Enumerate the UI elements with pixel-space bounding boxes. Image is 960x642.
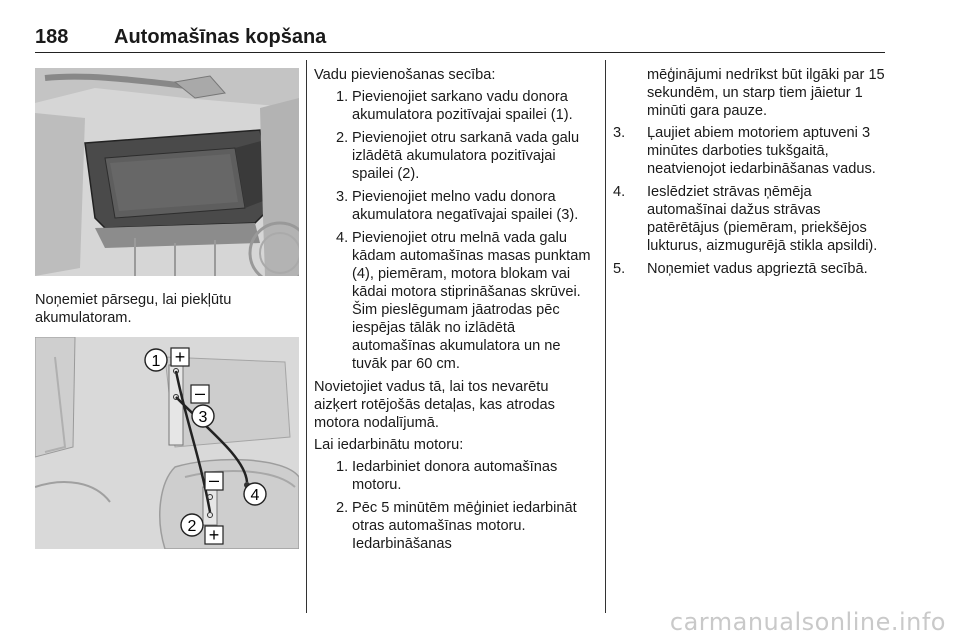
watermark: carmanualsonline.info (669, 608, 946, 636)
step-text: Pievienojiet sarkano vadu donora akumulatora pozitīvajai spailei (1). (352, 89, 573, 123)
step-continuation: mēģinājumi nedrīkst būt ilgāki par 15 sekundēm, un starp tiem jāietur 1 minūti gara pauze. (647, 67, 885, 119)
list-item (314, 499, 594, 553)
list-item (314, 88, 594, 124)
connection-order-intro: Vadu pievienošanas secība: (314, 67, 496, 83)
callout-2: 2 (187, 518, 197, 535)
list-item (613, 124, 893, 178)
plus-sign-2: + (208, 525, 220, 545)
page-title: Automašīnas kopšana (114, 26, 327, 48)
step-text: Pievienojiet otru sarkanā vada galu izlādētā akumulatora pozitīvajai spailei (2). (352, 130, 580, 182)
list-item (314, 129, 594, 183)
page-header (35, 24, 885, 53)
minus-sign-1: – (194, 383, 206, 403)
remaining-steps (613, 124, 893, 278)
list-item (314, 458, 594, 494)
list-item (613, 260, 893, 278)
list-item (613, 183, 893, 255)
battery-cover-illustration (35, 68, 299, 276)
step-number: 2. (336, 500, 349, 516)
step-text: Ļaujiet abiem motoriem aptuveni 3 minūtes darboties tukšgaitā, neatvienojot iedarbināšanas vadus. (647, 125, 876, 177)
plus-sign-1: + (174, 347, 186, 367)
column-divider-1 (306, 60, 307, 613)
cable-placement-note: Novietojiet vadus tā, lai tos nevarētu aizķert rotējošās detaļas, kas atrodas motora nodalījumā. (314, 379, 555, 431)
start-steps (314, 458, 594, 553)
start-engine-intro: Lai iedarbinātu motoru: (314, 437, 464, 453)
step-number: 2. (336, 130, 349, 146)
column-2 (314, 66, 594, 558)
jump-start-diagram (35, 337, 299, 549)
connection-steps (314, 88, 594, 373)
step-number: 3. (613, 125, 626, 141)
column-divider-2 (605, 60, 606, 613)
step-number: 4. (336, 230, 349, 246)
battery-cover-drawing (35, 68, 299, 276)
list-item (314, 229, 594, 373)
step-text: Ieslēdziet strāvas ņēmēja automašīnai dažus strāvas patērētājus (piemēram, priekšējos lukturus, aizmugurējā stikla apsildi). (647, 184, 878, 254)
step-text: Noņemiet vadus apgrieztā secībā. (647, 261, 868, 277)
jump-start-drawing (35, 337, 299, 549)
callout-1: 1 (151, 353, 161, 370)
figure-caption: Noņemiet pārsegu, lai piekļūtu akumulatoram. (35, 292, 232, 326)
step-number: 1. (336, 459, 349, 475)
list-item (314, 188, 594, 224)
callout-3: 3 (198, 409, 208, 426)
step-number: 5. (613, 261, 626, 277)
step-text: Pievienojiet otru melnā vada galu kādam automašīnas masas punktam (4), piemēram, motora blokam vai kādai motora stiprināšanas skrūvei. Šim pieslēgumam jāatrodas pēc iespējas tālāk no izlādētā automašīnas akumulatora un ne tuvāk par 60 cm. (352, 230, 591, 372)
step-text: Pēc 5 minūtēm mēģiniet iedarbināt otras automašīnas motoru. Iedarbināšanas (352, 500, 577, 552)
page-number: 188 (35, 26, 69, 48)
step-number: 3. (336, 189, 349, 205)
step-text: Pievienojiet melno vadu donora akumulatora negatīvajai spailei (3). (352, 189, 579, 223)
column-3 (613, 66, 893, 283)
callout-4: 4 (250, 487, 260, 504)
step-number: 4. (613, 184, 626, 200)
minus-sign-2: – (208, 470, 220, 490)
step-number: 1. (336, 89, 349, 105)
step-text: Iedarbiniet donora automašīnas motoru. (352, 459, 558, 493)
